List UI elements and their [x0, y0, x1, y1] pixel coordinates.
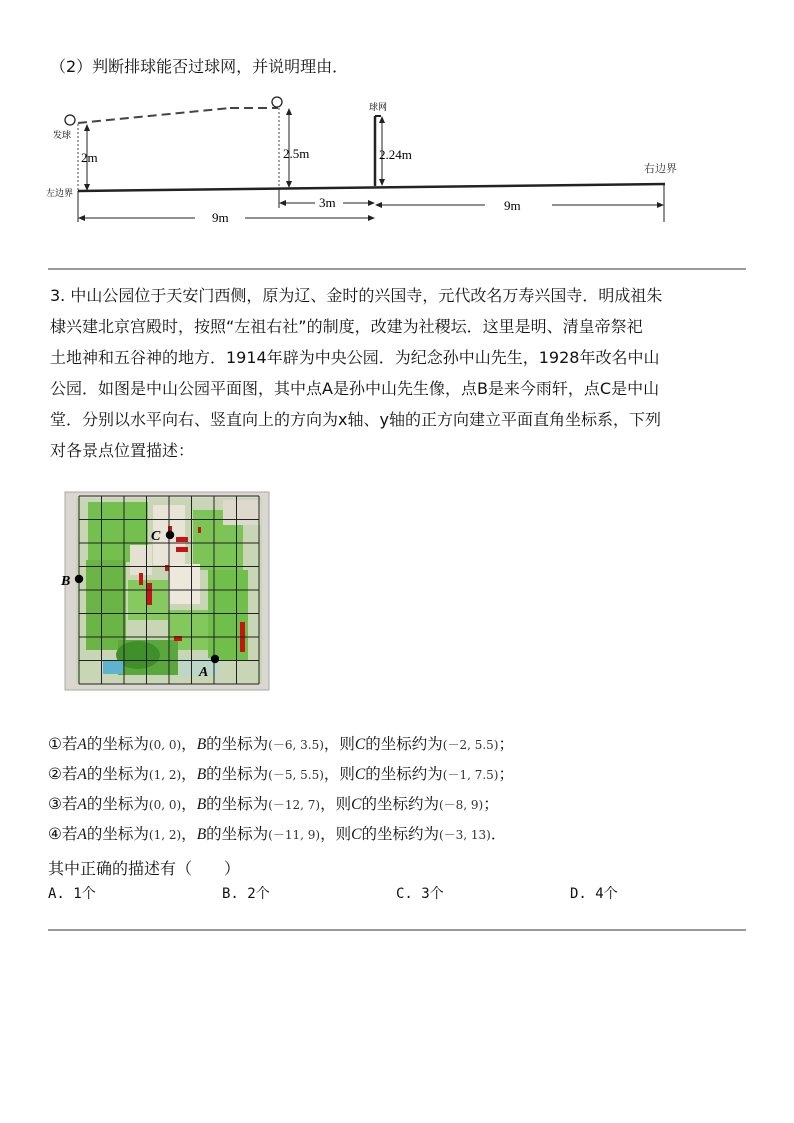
question3-prompt: 其中正确的描述有（ ）: [48, 859, 241, 878]
park-map: [58, 490, 273, 692]
section-divider-top: [48, 268, 746, 270]
paragraph-line: 棣兴建北京宫殿时，按照“左祖右社”的制度，改建为社稷坛．这里是明、清皇帝祭祀: [50, 317, 643, 336]
ball-trajectory: [78, 108, 230, 123]
paragraph-line: 土地神和五谷神的地方．1914年辟为中央公园．为纪念孙中山先生，1928年改名中山: [50, 348, 660, 367]
right-boundary-label: 右边界: [644, 163, 677, 175]
paragraph-line: 公园．如图是中山公园平面图，其中点A是孙中山先生像，点B是来今雨轩，点C是中山: [50, 379, 660, 398]
ball-peak: [272, 97, 282, 107]
statement-3: ③若A的坐标为(0, 0)，B的坐标为(－12, 7)，则C的坐标约为(－8, 9)；: [48, 795, 499, 813]
serve-height-label: 2m: [81, 150, 98, 165]
label-b: B: [61, 574, 71, 589]
choice-b[interactable]: B. 2个: [222, 886, 270, 902]
label-c: C: [151, 529, 161, 544]
volleyball-diagram: [40, 90, 760, 235]
point-a: [211, 655, 219, 663]
section-divider-bottom: [48, 929, 746, 931]
paragraph-line: 对各景点位置描述：: [50, 441, 195, 460]
label-a: A: [199, 665, 209, 680]
statement-4: ④若A的坐标为(1, 2)，B的坐标为(－11, 9)，则C的坐标约为(－3, 13)．: [48, 825, 507, 843]
red-building: [176, 537, 188, 542]
serve-label: 发球: [53, 131, 72, 141]
choice-d[interactable]: D. 4个: [570, 886, 618, 902]
ball-start: [65, 115, 75, 125]
point-b: [75, 575, 83, 583]
choice-a[interactable]: A. 1个: [48, 886, 96, 902]
net-height-label: 2.24m: [379, 147, 412, 162]
statement-1: ①若A的坐标为(0, 0)，B的坐标为(－6, 3.5)，则C的坐标约为(－2, 5.5)；: [48, 735, 514, 753]
left-distance-label: 9m: [212, 210, 229, 225]
net-label: 球网: [369, 103, 388, 113]
ground-line: [78, 184, 665, 191]
left-boundary-label: 左边界: [46, 189, 74, 199]
choice-c[interactable]: C. 3个: [396, 886, 444, 902]
right-distance-label: 9m: [504, 198, 521, 213]
point-c: [166, 531, 174, 539]
statement-2: ②若A的坐标为(1, 2)，B的坐标为(－5, 5.5)，则C的坐标约为(－1, 7.5)；: [48, 765, 514, 783]
paragraph-line: 3. 中山公园位于天安门西侧，原为辽、金时的兴国寺，元代改名万寿兴国寺．明成祖朱: [50, 286, 663, 305]
question3-paragraph: [50, 280, 750, 466]
peak-height-label: 2.5m: [283, 146, 310, 161]
paragraph-line: 堂．分别以水平向右、竖直向上的方向为x轴、y轴的正方向建立平面直角坐标系，下列: [50, 410, 661, 429]
part2-title: （2）判断排球能否过球网，并说明理由．: [50, 57, 349, 76]
mid-distance-label: 3m: [319, 195, 336, 210]
